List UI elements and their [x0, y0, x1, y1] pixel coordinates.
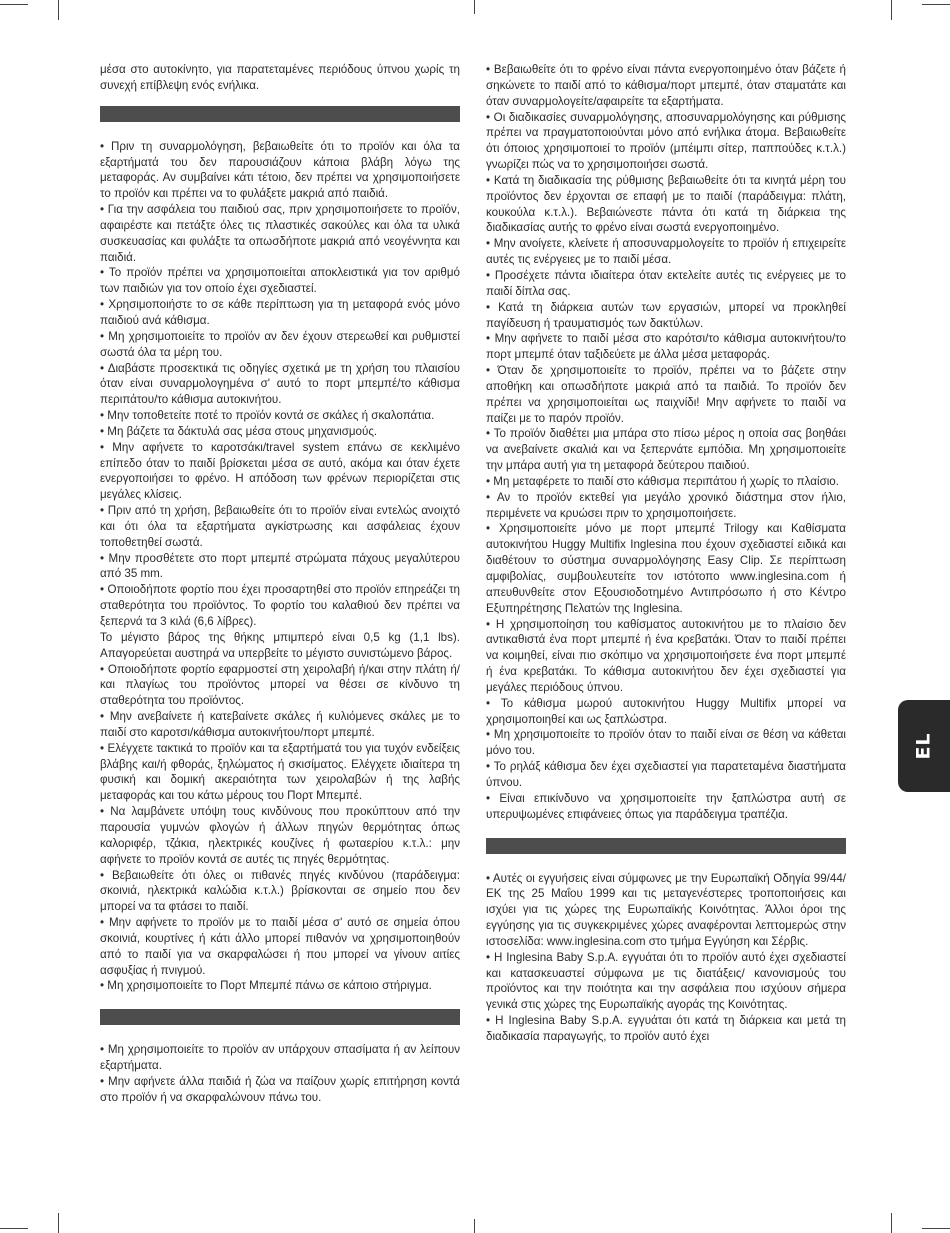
paragraph: • Μην ανεβαίνετε ή κατεβαίνετε σκάλες ή κυλιόμενες σκάλες με το παιδί στο καροτσι/κάθισμα αυτοκινήτου/πορτ μπεμπέ. [100, 710, 460, 739]
language-code: EL [913, 732, 935, 760]
paragraph: • Για την ασφάλεια του παιδιού σας, πριν χρησιμοποιήσετε το προϊόν, αφαιρέστε και πετάξτε όλες τις πλαστικές σακούλες και όλα τα υλικά συσκευασίας και φυλάξτε τα οπωσδήποτε μακριά από νεογέννητα και παιδιά. [100, 203, 460, 264]
section-heading-bar [100, 106, 460, 122]
paragraph: • Διαβάστε προσεκτικά τις οδηγίες σχετικά με τη χρήση του πλαισίου όταν είναι συναρμολογημένα σ' αυτό το πορτ μπεμπέ/το κάθισμα περιπάτου/το κάθισμα αυτοκινήτου. [100, 361, 460, 407]
intro-text [100, 62, 460, 94]
usage-warnings-list [486, 62, 846, 823]
paragraph: • Το κάθισμα μωρού αυτοκινήτου Huggy Multifix μπορεί να χρησιμοποιηθεί και ως ξαπλώστρα. [486, 696, 846, 726]
crop-mark-bottom-left-vertical [58, 1213, 59, 1233]
paragraph: • Η Inglesina Baby S.p.A. εγγυάται ότι κατά τη διάρκεια και μετά τη διαδικασία παραγωγής, το προϊόν αυτό έχει [486, 1014, 846, 1043]
paragraph: • Μην αφήνετε το προϊόν με το παιδί μέσα σ' αυτό σε σημεία όπου σκοινιά, κουρτίνες ή κάτι άλλο μπορεί πιθανόν να χρησιμοποιηθούν από το παιδί για να σκαρφαλώσει ή που μπορεί να γίνουν αιτίες ασφυξίας ή πνιγμού. [100, 916, 460, 977]
crop-mark-top-left-vertical [58, 0, 59, 20]
paragraph: • Αν το προϊόν εκτεθεί για μεγάλο χρονικό διάστημα στον ήλιο, περιμένετε να κρυώσει πριν το χρησιμοποιήσετε. [486, 490, 846, 520]
crop-mark-top-left [0, 4, 28, 5]
paragraph: • Οποιοδήποτε φορτίο εφαρμοστεί στη χειρολαβή ή/και στην πλάτη ή/και πλαγίως του προϊόντος μπορεί να θέσει σε κίνδυνο τη σταθερότητα του προϊόντος. [100, 662, 460, 708]
paragraph: • Το προϊόν πρέπει να χρησιμοποιείται αποκλειστικά για τον αριθμό των παιδιών για τον οποίο έχει σχεδιαστεί. [100, 266, 460, 296]
paragraph: • Μη μεταφέρετε το παιδί στο κάθισμα περιπάτου ή χωρίς το πλαίσιο. [486, 474, 839, 488]
crop-mark-center-top [474, 0, 475, 14]
paragraph: • Μη βάζετε τα δάκτυλά σας μέσα στους μηχανισμούς. [100, 424, 378, 438]
paragraph: • Μη χρησιμοποιείτε το προϊόν όταν το παιδί είναι σε θέση να κάθεται μόνο του. [486, 728, 846, 758]
paragraph: • Ελέγχετε τακτικά το προϊόν και τα εξαρτήματά του για τυχόν ενδείξεις βλάβης και/ή φθοράς, ξηλώματος ή σκισίματος. Ελέγχετε ιδιαίτερα τη φυσική και δομική ακεραιότητα των χειρολαβών ή της λαβής μεταφοράς και του κάτω μέρους του Πορτ Μπεμπέ. [100, 741, 460, 803]
paragraph: • Μην αφήνετε το καροτσάκι/travel system επάνω σε κεκλιμένο επίπεδο όταν το παιδί βρίσκεται μέσα σε αυτό, ακόμα και όταν έχετε ενεργοποιήσει το φρένο. Η απόδοση των φρένων περιορίζεται στις μεγάλες κλίσεις. [100, 440, 460, 502]
paragraph: Το μέγιστο βάρος της θήκης μπιμπερό είναι 0,5 kg (1,1 lbs). Απαγορεύεται αυστηρά να υπερβείτε το μέγιστο συνιστώμενο βάρος. [100, 630, 460, 660]
paragraph: • Βεβαιωθείτε ότι το φρένο είναι πάντα ενεργοποιημένο όταν βάζετε ή σηκώνετε το παιδί από το κάθισμα/πορτ μπεμπέ, όταν σταματάτε και όταν συναρμολογείτε/αφαιρείτε τα εξαρτήματα. [486, 63, 846, 108]
paragraph: • Μην αφήνετε άλλα παιδιά ή ζώα να παίζουν χωρίς επιτήρηση κοντά στο προϊόν ή να σκαρφαλώνουν πάνω του. [100, 1074, 460, 1104]
paragraph: • Βεβαιωθείτε ότι όλες οι πιθανές πηγές κινδύνου (παράδειγμα: σκοινιά, ηλεκτρικά καλώδια κ.τ.λ.) βρίσκονται σε σημείο που δεν μπορεί να τα φτάσει το παιδί. [100, 868, 460, 914]
language-tab [898, 700, 950, 792]
paragraph: • Το ρηλάξ κάθισμα δεν έχει σχεδιαστεί για παρατεταμένα διαστήματα ύπνου. [486, 760, 846, 789]
crop-mark-bottom-right-vertical [891, 1213, 892, 1233]
crop-mark-center-bottom [474, 1219, 475, 1233]
paragraph: • Προσέχετε πάντα ιδιαίτερα όταν εκτελείτε αυτές τις ενέργειες με το παιδί δίπλα σας. [486, 268, 846, 298]
paragraph: • Χρησιμοποιείτε μόνο με πορτ μπεμπέ Trilogy και Καθίσματα αυτοκινήτου Huggy Multifix Inglesina που έχουν σχεδιαστεί ειδικά και διαθέτουν το σύστημα συναρμολόγησης Easy Clip. Σε περίπτωση αμφιβολίας, συμβουλευτείτε τον ιστότοπο www.inglesina.com ή απευθυνθείτε στον Εξουσιοδοτημένο Αντιπρόσωπο ή στο Κέντρο Εξυπηρέτησης Πελατών της Inglesina. [486, 522, 846, 615]
paragraph: • Όταν δε χρησιμοποιείτε το προϊόν, πρέπει να το βάζετε στην αποθήκη και οπωσδήποτε μακριά από τα παιδιά. Το προϊόν δεν πρέπει να χρησιμοποιείται ως παιχνίδι! Μην αφήνετε το παιδί να παίζει με το παρόν προϊόν. [486, 364, 846, 425]
paragraph: • Οι διαδικασίες συναρμολόγησης, αποσυναρμολόγησης και ρύθμισης πρέπει να πραγματοποιούνται μόνο από ενήλικα άτομα. Βεβαιωθείτε ότι όποιος χρησιμοποιεί το προϊόν (μπέιμπι σίτερ, παππούδες κ.τ.λ.) γνωρίζει πώς να το χρησιμοποιήσει σωστά. [486, 110, 846, 172]
paragraph: • Μη χρησιμοποιείτε το προϊόν αν υπάρχουν σπασίματα ή αν λείπουν εξαρτήματα. [100, 1043, 460, 1073]
paragraph: • Είναι επικίνδυνο να χρησιμοποιείτε την ξαπλώστρα αυτή σε υπερυψωμένες επιφάνειες όπως για παράδειγμα τραπέζια. [486, 791, 846, 821]
warranty-text-list [486, 871, 846, 1045]
paragraph: • Το προϊόν διαθέτει μια μπάρα στο πίσω μέρος η οποία σας βοηθάει να ανεβαίνετε σκαλιά και να ξεπερνάτε εμπόδια. Μη χρησιμοποιείτε την μπάρα αυτή για τη μεταφορά δεύτερου παιδιού. [486, 427, 846, 473]
paragraph: • Πριν από τη χρήση, βεβαιωθείτε ότι το προϊόν είναι εντελώς ανοιχτό και ότι όλα τα εξαρτήματα αγκίστρωσης και ασφάλειας έχουν τοποθετηθεί σωστά. [100, 504, 460, 549]
paragraph: • Οποιοδήποτε φορτίο που έχει προσαρτηθεί στο προϊόν επηρεάζει τη σταθερότητα του προϊόντος. Το φορτίο του καλαθιού δεν πρέπει να ξεπερνά τα 3 κιλά (6,6 λίβρες). [100, 583, 460, 628]
paragraph: • Μην τοποθετείτε ποτέ το προϊόν κοντά σε σκάλες ή σκαλοπάτια. [100, 409, 435, 423]
right-column [486, 62, 846, 1045]
crop-mark-top-right-vertical [891, 0, 892, 20]
section-heading-bar [100, 1009, 460, 1025]
paragraph: • Μη χρησιμοποιείτε το Πορτ Μπεμπέ πάνω σε κάποιο στήριγμα. [100, 979, 432, 993]
crop-mark-bottom-left [0, 1228, 28, 1229]
safety-warnings-list [100, 139, 460, 995]
paragraph: • Μη χρησιμοποιείτε το προϊόν αν δεν έχουν στερεωθεί και ρυθμιστεί σωστά όλα τα μέρη του. [100, 329, 460, 359]
paragraph: • Μην προσθέτετε στο πορτ μπεμπέ στρώματα πάχους μεγαλύτερου από 35 mm. [100, 551, 460, 581]
paragraph: μέσα στο αυτοκίνητο, για παρατεταμένες περιόδους ύπνου χωρίς τη συνεχή επίβλεψη ενός ενήλικα. [100, 63, 460, 92]
paragraph: • Μην αφήνετε το παιδί μέσα στο καρότσι/το κάθισμα αυτοκινήτου/το πορτ μπεμπέ όταν ταξιδεύετε με άλλα μέσα μεταφοράς. [486, 332, 846, 362]
paragraph: • Η Inglesina Baby S.p.A. εγγυάται ότι το προϊόν αυτό έχει σχεδιαστεί και κατασκευαστεί σύμφωνα με τις διατάξεις/ κανονισμούς του προϊόντος και την ποιότητα και την ασφάλεια που ισχύουν σήμερα γενικά στις χώρες της Ευρωπαϊκής αγοράς της Κοινότητας. [486, 950, 846, 1012]
paragraph: • Μην ανοίγετε, κλείνετε ή αποσυναρμολογείτε το προϊόν ή επιχειρείτε αυτές τις ενέργειες με το παιδί μέσα. [486, 237, 846, 267]
crop-mark-top-right [922, 4, 950, 5]
paragraph: • Η χρησιμοποίηση του καθίσματος αυτοκινήτου με το πλαίσιο δεν αντικαθιστά ένα πορτ μπεμπέ ή ένα κρεβατάκι. Όταν το παιδί πρέπει να κοιμηθεί, είναι πιο σκόπιμο να χρησιμοποιήσετε ένα πορτ μπεμπέ ή ένα κρεβατάκι. Το κάθισμα αυτοκινήτου δεν έχει σχεδιαστεί για μεγάλες περιόδους ύπνου. [486, 617, 846, 694]
paragraph: • Πριν τη συναρμολόγηση, βεβαιωθείτε ότι το προϊόν και όλα τα εξαρτήματά του δεν παρουσιάζουν κάποια βλάβη λόγω της μεταφοράς. Αν συμβαίνει κάτι τέτοιο, δεν πρέπει να χρησιμοποιήσετε το προϊόν και πρέπει να το φυλάξετε μακριά από παιδιά. [100, 139, 460, 201]
paragraph: • Χρησιμοποιήστε το σε κάθε περίπτωση για τη μεταφορά ενός μόνο παιδιού ανά κάθισμα. [100, 298, 460, 327]
paragraph: • Κατά τη διαδικασία της ρύθμισης βεβαιωθείτε ότι τα κινητά μέρη του προϊόντος δεν έρχονται σε επαφή με το παιδί (παράδειγμα: πλάτη, κουκούλα κ.τ.λ.). Βεβαιώνεστε πάντα ότι κατά τη διάρκεια της διαδικασίας αυτής το φρένο είναι σωστά ενεργοποιημένο. [486, 173, 846, 235]
crop-mark-bottom-right [922, 1228, 950, 1229]
maintenance-warnings-list [100, 1042, 460, 1105]
left-column [100, 62, 460, 1106]
section-heading-bar [486, 838, 846, 854]
paragraph: • Κατά τη διάρκεια αυτών των εργασιών, μπορεί να προκληθεί παγίδευση ή τραυματισμός των δακτύλων. [486, 300, 846, 330]
paragraph: • Να λαμβάνετε υπόψη τους κινδύνους που προκύπτουν από την παρουσία γυμνών φλογών ή άλλων πηγών θερμότητας όπως καλοριφέρ, τζάκια, ηλεκτρικές κουζίνες ή φωταερίου κ.τ.λ.: μην αφήνετε το προϊόν κοντά σε αυτές τις πηγές θερμότητας. [100, 805, 460, 866]
paragraph: • Αυτές οι εγγυήσεις είναι σύμφωνες με την Ευρωπαϊκή Οδηγία 99/44/ΕΚ της 25 Μαΐου 1999 και τις μεταγενέστερες τροποποιήσεις και ισχύει για τις χώρες της Ευρωπαϊκής Κοινότητας. Άλλοι όροι της εγγύησης για τις συγκεκριμένες χώρες αναφέρονται λεπτομερώς στην ιστοσελίδα: www.inglesina.com στο τμήμα Εγγύηση και Σέρβις. [486, 871, 846, 948]
